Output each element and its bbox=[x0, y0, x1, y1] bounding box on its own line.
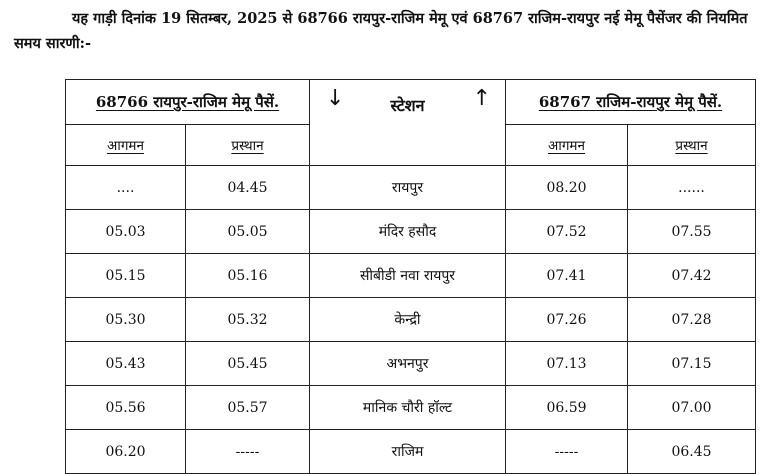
left-departure: 05.16 bbox=[186, 254, 310, 298]
right-arrival: 07.26 bbox=[506, 298, 628, 342]
left-departure: 05.32 bbox=[186, 298, 310, 342]
station-name: रायपुर bbox=[310, 166, 506, 210]
right-departure: 06.45 bbox=[628, 430, 756, 474]
right-departure: 07.55 bbox=[628, 210, 756, 254]
left-train-header: 68766 रायपुर-राजिम मेमू पैसें. bbox=[66, 80, 310, 125]
right-train-header: 68767 राजिम-रायपुर मेमू पैसें. bbox=[506, 80, 756, 125]
right-arrival: 07.41 bbox=[506, 254, 628, 298]
table-row bbox=[66, 342, 756, 386]
station-name: केन्द्री bbox=[310, 298, 506, 342]
up-arrow-icon: ↑ bbox=[472, 86, 491, 111]
right-arrival-header: आगमन bbox=[506, 125, 628, 166]
left-arrival-header: आगमन bbox=[66, 125, 186, 166]
station-name: मानिक चौरी हॉल्ट bbox=[310, 386, 506, 430]
station-name: मंदिर हसौद bbox=[310, 210, 506, 254]
right-arrival: 08.20 bbox=[506, 166, 628, 210]
left-arrival: 05.03 bbox=[66, 210, 186, 254]
left-arrival: 05.15 bbox=[66, 254, 186, 298]
station-header-cell bbox=[310, 80, 506, 166]
left-departure-header: प्रस्थान bbox=[186, 125, 310, 166]
left-departure: 05.05 bbox=[186, 210, 310, 254]
station-name: सीबीडी नवा रायपुर bbox=[310, 254, 506, 298]
station-header: स्टेशन bbox=[390, 96, 425, 115]
left-departure: 05.45 bbox=[186, 342, 310, 386]
intro-paragraph: यह गाड़ी दिनांक 19 सितम्बर, 2025 से 68766 रायपुर-राजिम मेमू एवं 68767 राजिम-रायपुर नई मेमू पैसेंजर की नियमित समय सारणी:- bbox=[14, 10, 748, 52]
right-departure: ...... bbox=[628, 166, 756, 210]
left-arrival: 06.20 bbox=[66, 430, 186, 474]
left-arrival: 05.56 bbox=[66, 386, 186, 430]
right-departure-header: प्रस्थान bbox=[628, 125, 756, 166]
right-departure: 07.15 bbox=[628, 342, 756, 386]
left-arrival: 05.30 bbox=[66, 298, 186, 342]
right-arrival: 07.13 bbox=[506, 342, 628, 386]
right-arrival: ----- bbox=[506, 430, 628, 474]
left-departure: 05.57 bbox=[186, 386, 310, 430]
left-arrival: 05.43 bbox=[66, 342, 186, 386]
timetable bbox=[65, 79, 756, 474]
table-row bbox=[66, 298, 756, 342]
table-row bbox=[66, 210, 756, 254]
right-departure: 07.42 bbox=[628, 254, 756, 298]
right-departure: 07.00 bbox=[628, 386, 756, 430]
table-row bbox=[66, 430, 756, 474]
station-name: अभनपुर bbox=[310, 342, 506, 386]
station-name: राजिम bbox=[310, 430, 506, 474]
right-departure: 07.28 bbox=[628, 298, 756, 342]
down-arrow-icon: ↓ bbox=[326, 86, 345, 111]
left-arrival: .... bbox=[66, 166, 186, 210]
table-row bbox=[66, 166, 756, 210]
right-arrival: 06.59 bbox=[506, 386, 628, 430]
left-departure: 04.45 bbox=[186, 166, 310, 210]
left-departure: ----- bbox=[186, 430, 310, 474]
right-arrival: 07.52 bbox=[506, 210, 628, 254]
table-row bbox=[66, 254, 756, 298]
table-row bbox=[66, 386, 756, 430]
